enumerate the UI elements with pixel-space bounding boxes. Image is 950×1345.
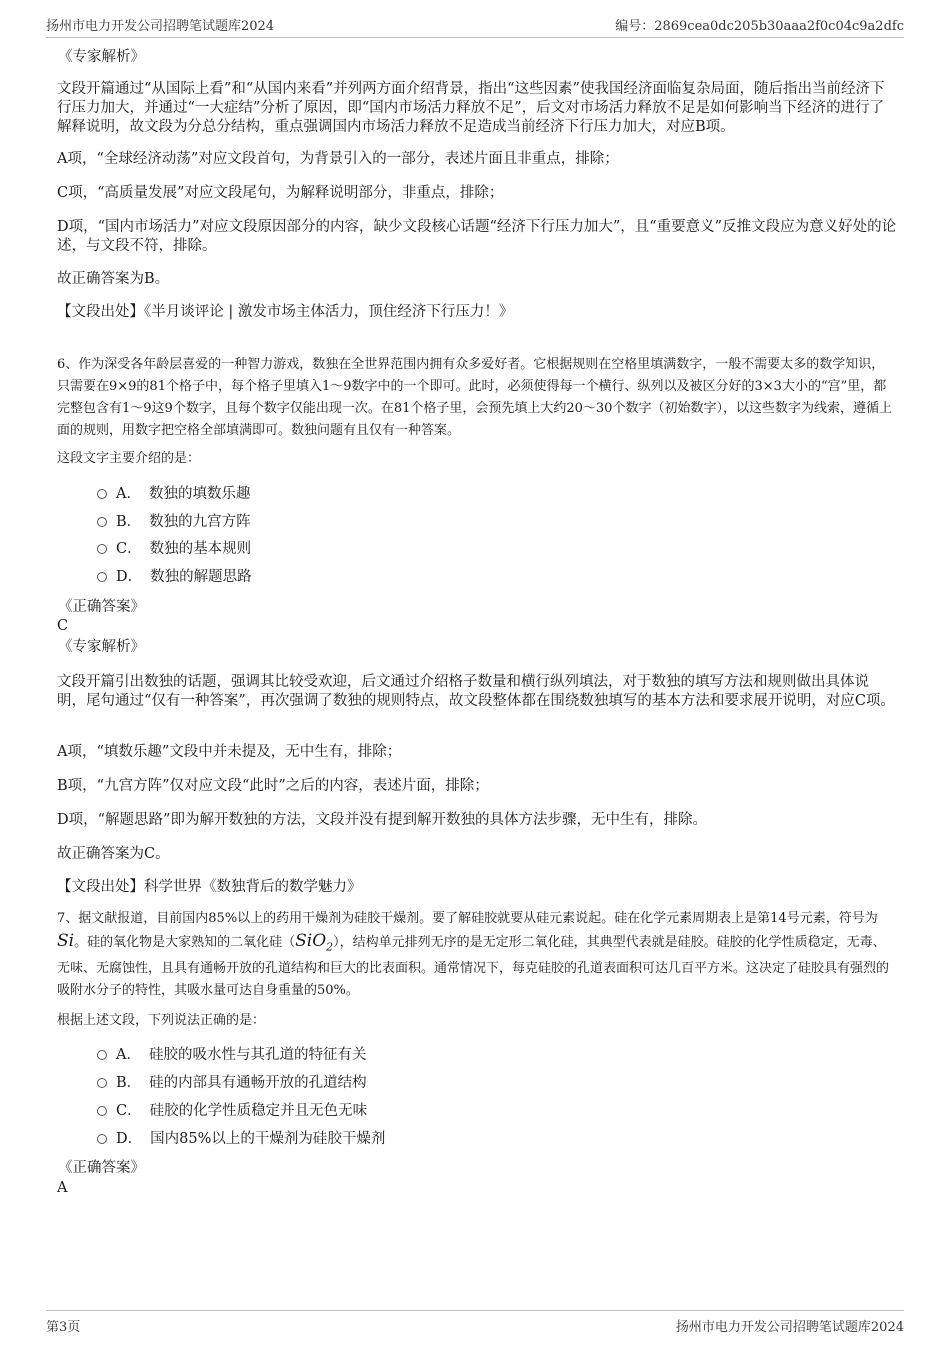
q5-option-c-note: C项，“高质量发展”对应文段尾句，为解释说明部分，非重点，排除； <box>57 185 504 201</box>
q7-option-b-text: 硅的内部具有通畅开放的孔道结构 <box>149 1075 367 1091</box>
q6-option-b[interactable] <box>97 512 251 532</box>
q7-option-c[interactable] <box>97 1101 367 1121</box>
q6-analysis-label: 《专家解析》 <box>58 639 145 655</box>
page-footer <box>46 1310 904 1335</box>
q7-option-d-letter: D． <box>116 1131 143 1147</box>
header-title: 扬州市电力开发公司招聘笔试题库2024 <box>46 19 275 34</box>
q7-stem-part-2: 。硅的氧化物是大家熟知的二氧化硅（ <box>74 935 296 950</box>
q7-option-a-text: 硅胶的吸水性与其孔道的特征有关 <box>148 1047 367 1063</box>
q7-formula-subscript: 2 <box>326 940 334 954</box>
radio-icon[interactable] <box>97 1106 107 1116</box>
q7-option-a-letter: A． <box>116 1047 141 1063</box>
q7-formula-base: SiO <box>295 931 327 951</box>
q7-question: 根据上述文段，下列说法正确的是： <box>57 1013 266 1028</box>
radio-icon[interactable] <box>97 1134 107 1144</box>
q6-option-b-note: B项，“九宫方阵”仅对应文段“此时”之后的内容，表述片面，排除； <box>57 778 489 794</box>
q7-option-b[interactable] <box>97 1073 367 1093</box>
header-serial: 编号：2869cea0dc205b30aaa2f0c04c9a2dfc <box>615 19 904 34</box>
q6-option-d-note: D项，“解题思路”即为解开数独的方法，文段并没有提到解开数独的具体方法步骤，无中生有，排除。 <box>57 812 707 828</box>
q6-option-d-letter: D． <box>116 569 143 585</box>
q7-stem-part-1: 7、据文献报道，目前国内85%以上的药用干燥剂为硅胶干燥剂。要了解硅胶就要从硅元素说起。硅在化学元素周期表上是第14号元素，符号为 <box>57 911 878 926</box>
q5-option-a-note: A项，“全球经济动荡”对应文段首句，为背景引入的一部分，表述片面且非重点，排除； <box>57 151 619 167</box>
q7-option-c-letter: C． <box>116 1103 142 1119</box>
q7-option-a[interactable] <box>97 1045 366 1065</box>
page-header <box>46 12 904 38</box>
q7-option-b-letter: B． <box>116 1075 142 1091</box>
q6-option-c[interactable] <box>97 539 251 559</box>
q6-question: 这段文字主要介绍的是： <box>57 451 201 466</box>
footer-title: 扬州市电力开发公司招聘笔试题库2024 <box>675 1320 904 1335</box>
radio-icon[interactable] <box>97 517 107 527</box>
q6-option-b-text: 数独的九宫方阵 <box>149 514 251 530</box>
q7-symbol-si: Si <box>57 931 75 951</box>
q7-answer-label: 《正确答案》 <box>58 1160 145 1176</box>
q6-answer-label: 《正确答案》 <box>58 599 145 615</box>
q6-conclusion: 故正确答案为C。 <box>57 846 170 862</box>
q6-option-c-text: 数独的基本规则 <box>149 541 252 557</box>
q5-conclusion: 故正确答案为B。 <box>57 271 170 287</box>
radio-icon[interactable] <box>97 572 107 582</box>
radio-icon[interactable] <box>97 1050 107 1060</box>
q6-stem: 6、作为深受各年龄层喜爱的一种智力游戏，数独在全世界范围内拥有众多爱好者。它根据规则在空格里填满数字，一般不需要太多的数学知识，只需要在9×9的81个格子中，每个格子里填入1～9数字中的一个即可。此时，必须使得每一个横行、纵列以及被区分好的3×3大小的“宫”里，都完整包含有1～9这9个数字，且每个数字仅能出现一次。在81个格子里，会预先填上大约20～30个数字（初始数字），以这些数字为线索，遵循上面的规则，用数字把空格全部填满即可。数独问题有且仅有一种答案。 <box>57 357 892 438</box>
q7-formula <box>295 931 334 954</box>
q6-option-d-text: 数独的解题思路 <box>150 569 252 585</box>
q6-option-b-letter: B． <box>116 514 142 530</box>
q6-option-a[interactable] <box>97 484 250 504</box>
q5-analysis-label: 《专家解析》 <box>58 49 145 65</box>
q7-option-d-text: 国内85%以上的干燥剂为硅胶干燥剂 <box>150 1131 386 1147</box>
q6-option-a-note: A项，“填数乐趣”文段中并未提及，无中生有，排除； <box>57 744 402 760</box>
radio-icon[interactable] <box>97 544 107 554</box>
q7-option-d[interactable] <box>97 1129 385 1149</box>
q7-stem <box>57 908 892 1002</box>
q6-analysis: 文段开篇引出数独的话题，强调其比较受欢迎，后文通过介绍格子数量和横行纵列填法，对于数独的填写方法和规则做出具体说明，尾句通过“仅有一种答案”，再次强调了数独的规则特点，故文段整体都在围绕数独填写的基本方法和要求展开说明，对应C项。 <box>57 674 895 709</box>
q6-option-d[interactable] <box>97 567 252 587</box>
q5-option-d-note: D项，“国内市场活力”对应文段原因部分的内容，缺少文段核心话题“经济下行压力加大”，且“重要意义”反推文段应为意义好处的论述，与文段不符，排除。 <box>57 219 897 254</box>
q6-source: 【文段出处】科学世界《数独背后的数学魅力》 <box>57 879 362 895</box>
q5-analysis: 文段开篇通过“从国际上看”和“从国内来看”并列两方面介绍背景，指出“这些因素”使我国经济面临复杂局面，随后指出当前经济下行压力加大，并通过“一大症结”分析了原因，即“国内市场活力释放不足”，后文对市场活力释放不足是如何影响当下经济的进行了解释说明，故文段为分总分结构，重点强调国内市场活力释放不足造成当前经济下行压力加大，对应B项。 <box>57 81 885 135</box>
q7-stem-part-3: ），结构单元排列无序的是无定形二氧化硅，其典型代表就是硅胶。硅胶的化学性质稳定，无毒、无味、无腐蚀性，且具有通畅开放的孔道结构和巨大的比表面积。通常情况下，每克硅胶的孔道表面积可达几百平方米。这决定了硅胶具有强烈的吸附水分子的特性，其吸水量可达自身重量的50%。 <box>57 935 890 999</box>
q6-option-c-letter: C． <box>116 541 142 557</box>
q7-option-c-text: 硅胶的化学性质稳定并且无色无味 <box>149 1103 368 1119</box>
q5-source: 【文段出处】《半月谈评论 | 激发市场主体活力，顶住经济下行压力！》 <box>57 304 514 320</box>
q7-answer: A <box>57 1180 68 1196</box>
radio-icon[interactable] <box>97 1078 107 1088</box>
q6-option-a-text: 数独的填数乐趣 <box>148 486 251 502</box>
q6-answer: C <box>57 618 69 634</box>
radio-icon[interactable] <box>97 489 107 499</box>
q6-option-a-letter: A． <box>116 486 141 502</box>
footer-page-number: 第3页 <box>46 1320 81 1335</box>
